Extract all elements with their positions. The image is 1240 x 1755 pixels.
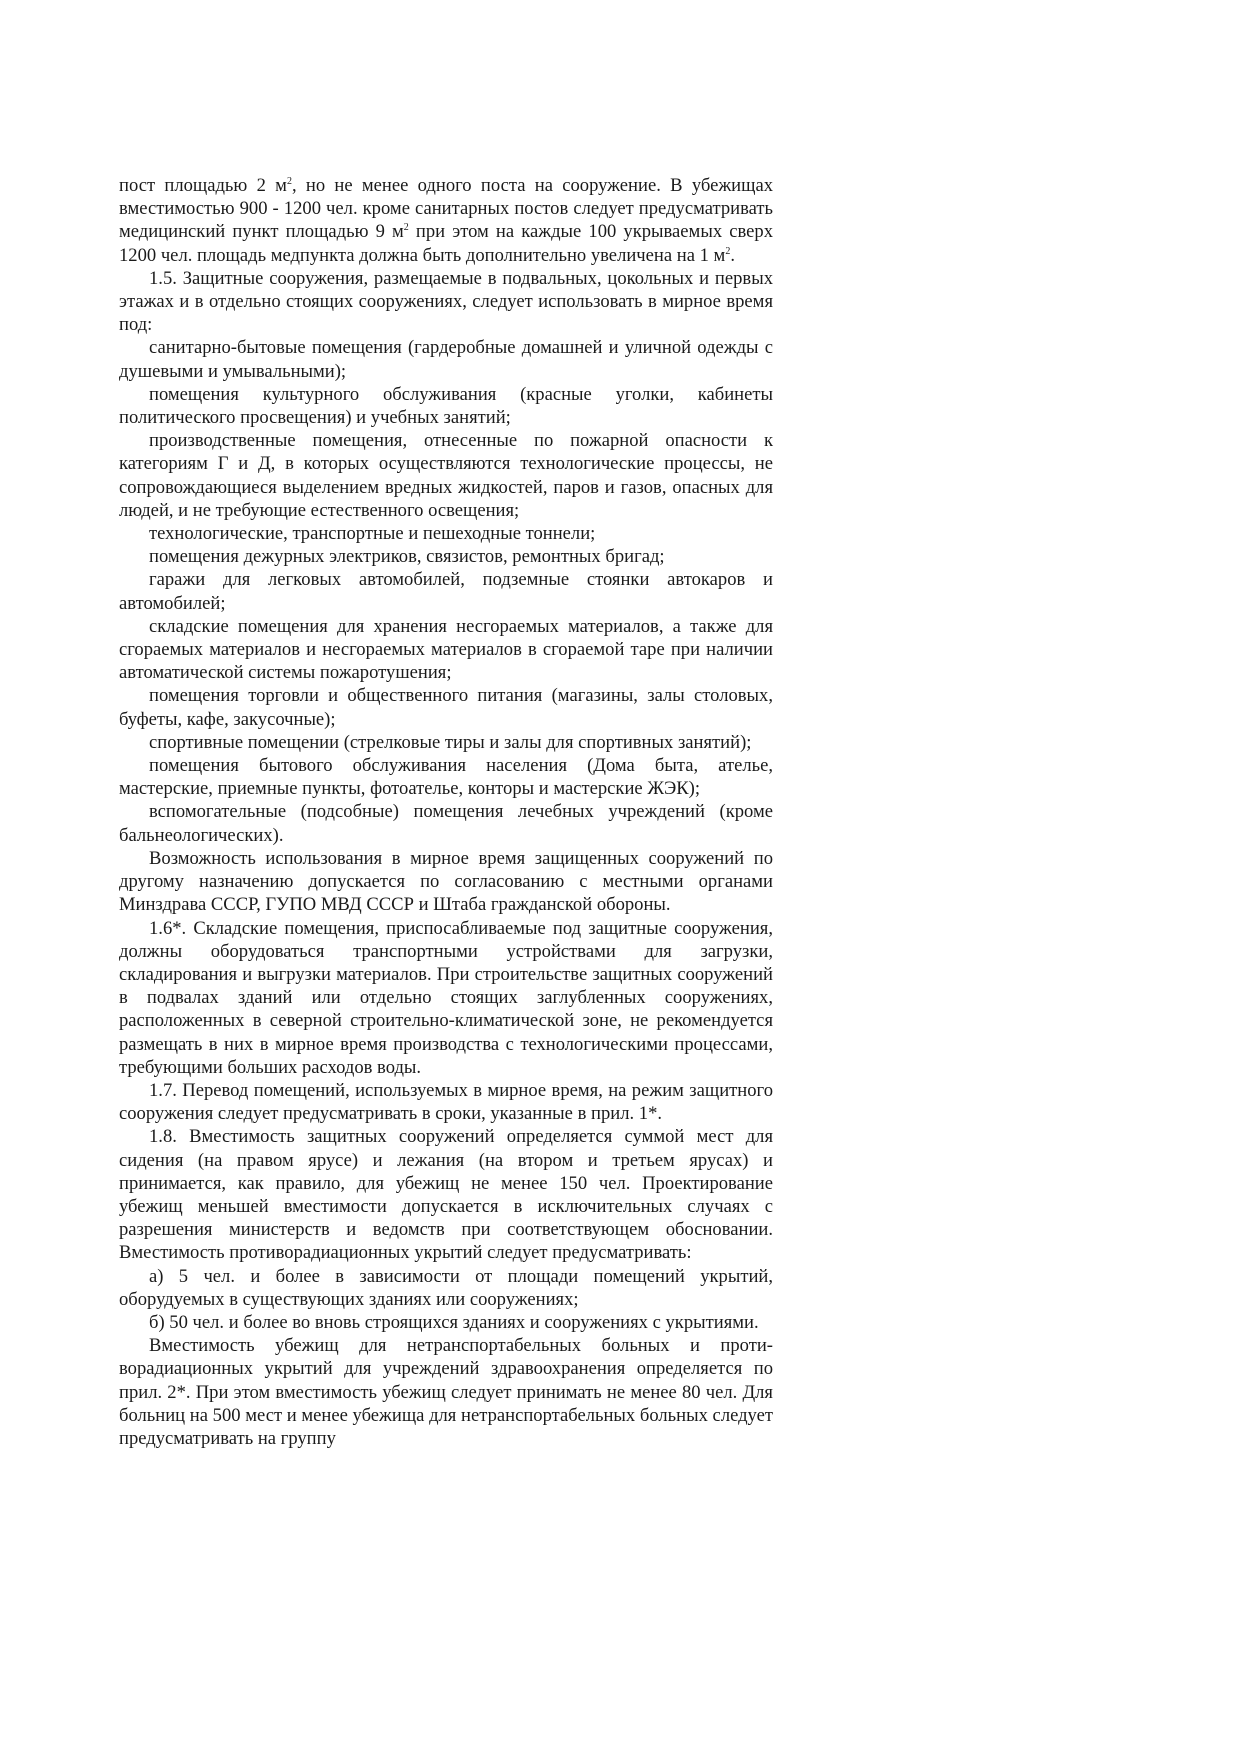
list-item: помещения дежурных электриков, связистов, ремонтных бригад; <box>149 546 665 568</box>
superscript-2: 2 <box>286 175 292 187</box>
paragraph-1-5: 1.5. Защитные сооружения, размещаемые в подвальных, цокольных и первых этажах и в отдельно стоящих сооружениях, следует использовать в мирное время под: <box>119 267 773 336</box>
paragraph-1-7: 1.7. Перевод помещений, используемых в мирное время, на режим защитного сооружения следует предусматривать в сроки, указанные в прил. 1*. <box>119 1079 773 1125</box>
intro-text-1: пост площадью 2 м <box>119 175 287 196</box>
list-item: производственные помещения, отнесенные по пожарной опасности к категориям Г и Д, в которых осуществляются технологические процессы, не сопровождающиеся выделением вредных жидкостей, паров и газов, опасных для людей, и не требующие естественного освещения; <box>119 430 773 521</box>
list-item: помещения культурного обслуживания (красные уголки, кабинеты политического просвещения) и учебных занятий; <box>119 383 773 429</box>
paragraph-1-8: 1.8. Вместимость защитных сооружений определяется суммой мест для сидения (на правом ярусе) и лежания (на втором и третьем ярусах) и принимается, как правило, для убежищ не менее 150 чел. Проектирование убежищ меньшей вместимости допускается в исключительных случаях с разрешения министерств и ведомств при соответствующем обосновании. Вместимость противорадиационных укрытий следует предусматривать: <box>119 1126 773 1264</box>
list-item: помещения торговли и общественного питания (магазины, залы столовых, буфеты, кафе, закусочные); <box>119 685 773 730</box>
list-item: вспомогательные (подсобные) помещения лечебных учреждений (кроме бальнеологических). <box>119 801 773 846</box>
paragraph-capacity-hospitals: Вместимость убежищ для нетранспортабельных больных и противорадиационных укрытий для учреждений здравоохранения определяется по прил. 2*. При этом вместимость убежищ следует принимать не менее 80 чел. Для больниц на 500 мест и менее убежища для нетранспортабельных больных следует предусматривать на группу <box>119 1335 773 1449</box>
list-item: помещения бытового обслуживания населения (Дома быта, ателье, мастерские, приемные пункты, фотоателье, конторы и мастерские ЖЭК); <box>119 755 773 800</box>
intro-text-2: , но не менее одного поста на сооружение. В убежищах вместимостью 900 - 1200 чел. кроме санитарных постов следует предусматривать медицинский пункт площадью 9 м <box>119 175 773 243</box>
intro-text-3: при этом на каждые 100 укрываемых сверх 1200 чел. площадь медпункта должна быть дополнительно увеличена на 1 м <box>119 221 774 266</box>
superscript-2: 2 <box>403 222 409 234</box>
intro-text-4: . <box>730 244 735 266</box>
list-item: б) 50 чел. и более во вновь строящихся зданиях и сооружениях с укрытиями. <box>149 1311 759 1333</box>
list-item: санитарно-бытовые помещения (гардеробные домашней и уличной одежды с душевыми и умывальными); <box>119 337 773 382</box>
list-item: складские помещения для хранения несгораемых материалов, а также для сгораемых материалов и несгораемых материалов в сгораемой таре при наличии автоматической системы пожаротушения; <box>119 615 773 684</box>
paragraph-1-6: 1.6*. Складские помещения, приспосабливаемые под защитные сооружения, должны оборудоваться транспортными устройствами для загрузки, складирования и выгрузки материалов. При строительстве защитных сооружений в подвалах зданий или отдельно стоящих заглубленных сооружениях, расположенных в северной строительно-климатической зоне, не рекомендуется размещать в них в мирное время производства с технологическими процессами, требующими больших расходов воды. <box>119 917 773 1078</box>
paragraph-peacetime-use: Возможность использования в мирное время защищенных сооружений по другому назначению допускается по согласованию с местными органами Минздрава СССР, ГУПО МВД СССР и Штаба гражданской обороны. <box>119 847 773 916</box>
list-item: а) 5 чел. и более в зависимости от площади помещений укрытий, оборудуемых в существующих зданиях или сооружениях; <box>119 1265 773 1310</box>
superscript-2: 2 <box>725 245 731 257</box>
list-item: гаражи для легковых автомобилей, подземные стоянки автокаров и автомобилей; <box>119 569 773 614</box>
intro-paragraph <box>119 174 773 267</box>
text-column <box>119 174 773 1450</box>
list-item: технологические, транспортные и пешеходные тоннели; <box>149 523 596 545</box>
list-item: спортивные помещении (стрелковые тиры и залы для спортивных занятий); <box>149 731 752 753</box>
